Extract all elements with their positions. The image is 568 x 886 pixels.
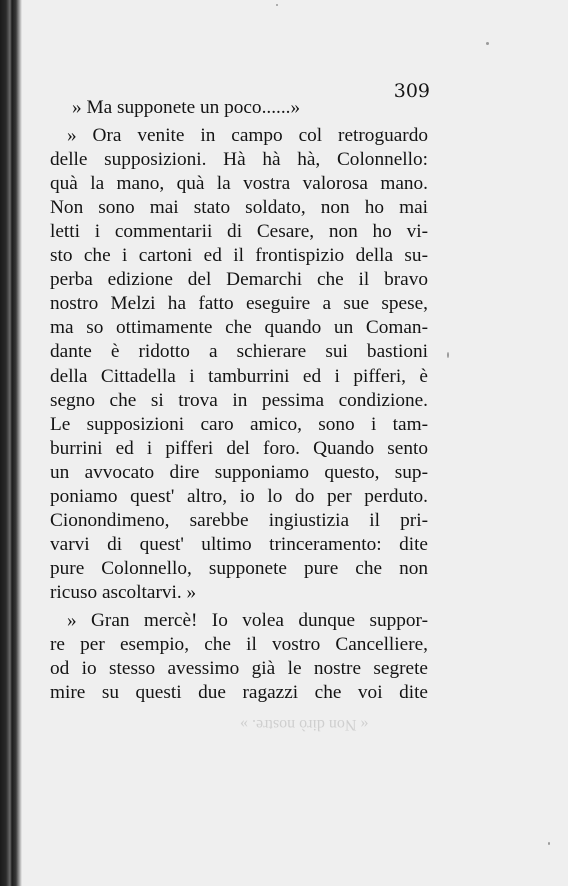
text-line: poniamo quest' altro, io lo do per perduto. (50, 485, 428, 507)
text-line: burrini ed i pifferi del foro. Quando sento (50, 437, 428, 459)
text-line: delle supposizioni. Hà hà hà, Colonnello: (50, 149, 428, 171)
text-line: mire su questi due ragazzi che voi dite (50, 682, 428, 704)
text-line: Non sono mai stato soldato, non ho mai (50, 197, 428, 219)
text-line: un avvocato dire supponiamo questo, sup- (50, 461, 428, 483)
text-line: ma so ottimamente che quando un Coman- (50, 317, 428, 339)
show-through-text: « Non dirò nostre. » (240, 716, 369, 733)
paper-speck (447, 352, 449, 358)
text-line: » Ora venite in campo col retroguardo (67, 125, 428, 147)
text-line: Cionondimeno, sarebbe ingiustizia il pri- (50, 509, 428, 531)
text-line: quà la mano, quà la vostra valorosa mano. (50, 173, 428, 195)
text-line: » Ma supponete un poco......» (72, 97, 301, 118)
text-line: letti i commentarii di Cesare, non ho vi- (50, 221, 428, 243)
text-line: perba edizione del Demarchi che il bravo (50, 269, 428, 291)
text-line: ricuso ascoltarvi. » (50, 581, 197, 603)
text-line: varvi di quest' ultimo trinceramento: dite (50, 533, 428, 555)
binding-edge (0, 0, 22, 886)
page-number: 309 (393, 80, 430, 102)
paper-speck (548, 842, 550, 845)
body-text (50, 96, 428, 705)
paper-speck (276, 4, 278, 6)
text-line: dante è ridotto a schierare sui bastioni (50, 341, 428, 363)
text-line: od io stesso avessimo già le nostre segrete (50, 658, 428, 680)
text-line: » Gran mercè! Io volea dunque suppor- (67, 609, 428, 631)
text-line: della Cittadella i tamburrini ed i pifferi, è (50, 365, 428, 387)
paper-speck (486, 42, 489, 45)
text-line: re per esempio, che il vostro Cancelliere, (50, 634, 428, 656)
text-line: pure Colonnello, supponete pure che non (50, 557, 428, 579)
text-line: sto che i cartoni ed il frontispizio della su- (50, 245, 428, 267)
text-line: segno che si trova in pessima condizione. (50, 389, 428, 411)
text-line: nostro Melzi ha fatto eseguire a sue spese, (50, 293, 428, 315)
text-line: Le supposizioni caro amico, sono i tam- (50, 413, 428, 435)
